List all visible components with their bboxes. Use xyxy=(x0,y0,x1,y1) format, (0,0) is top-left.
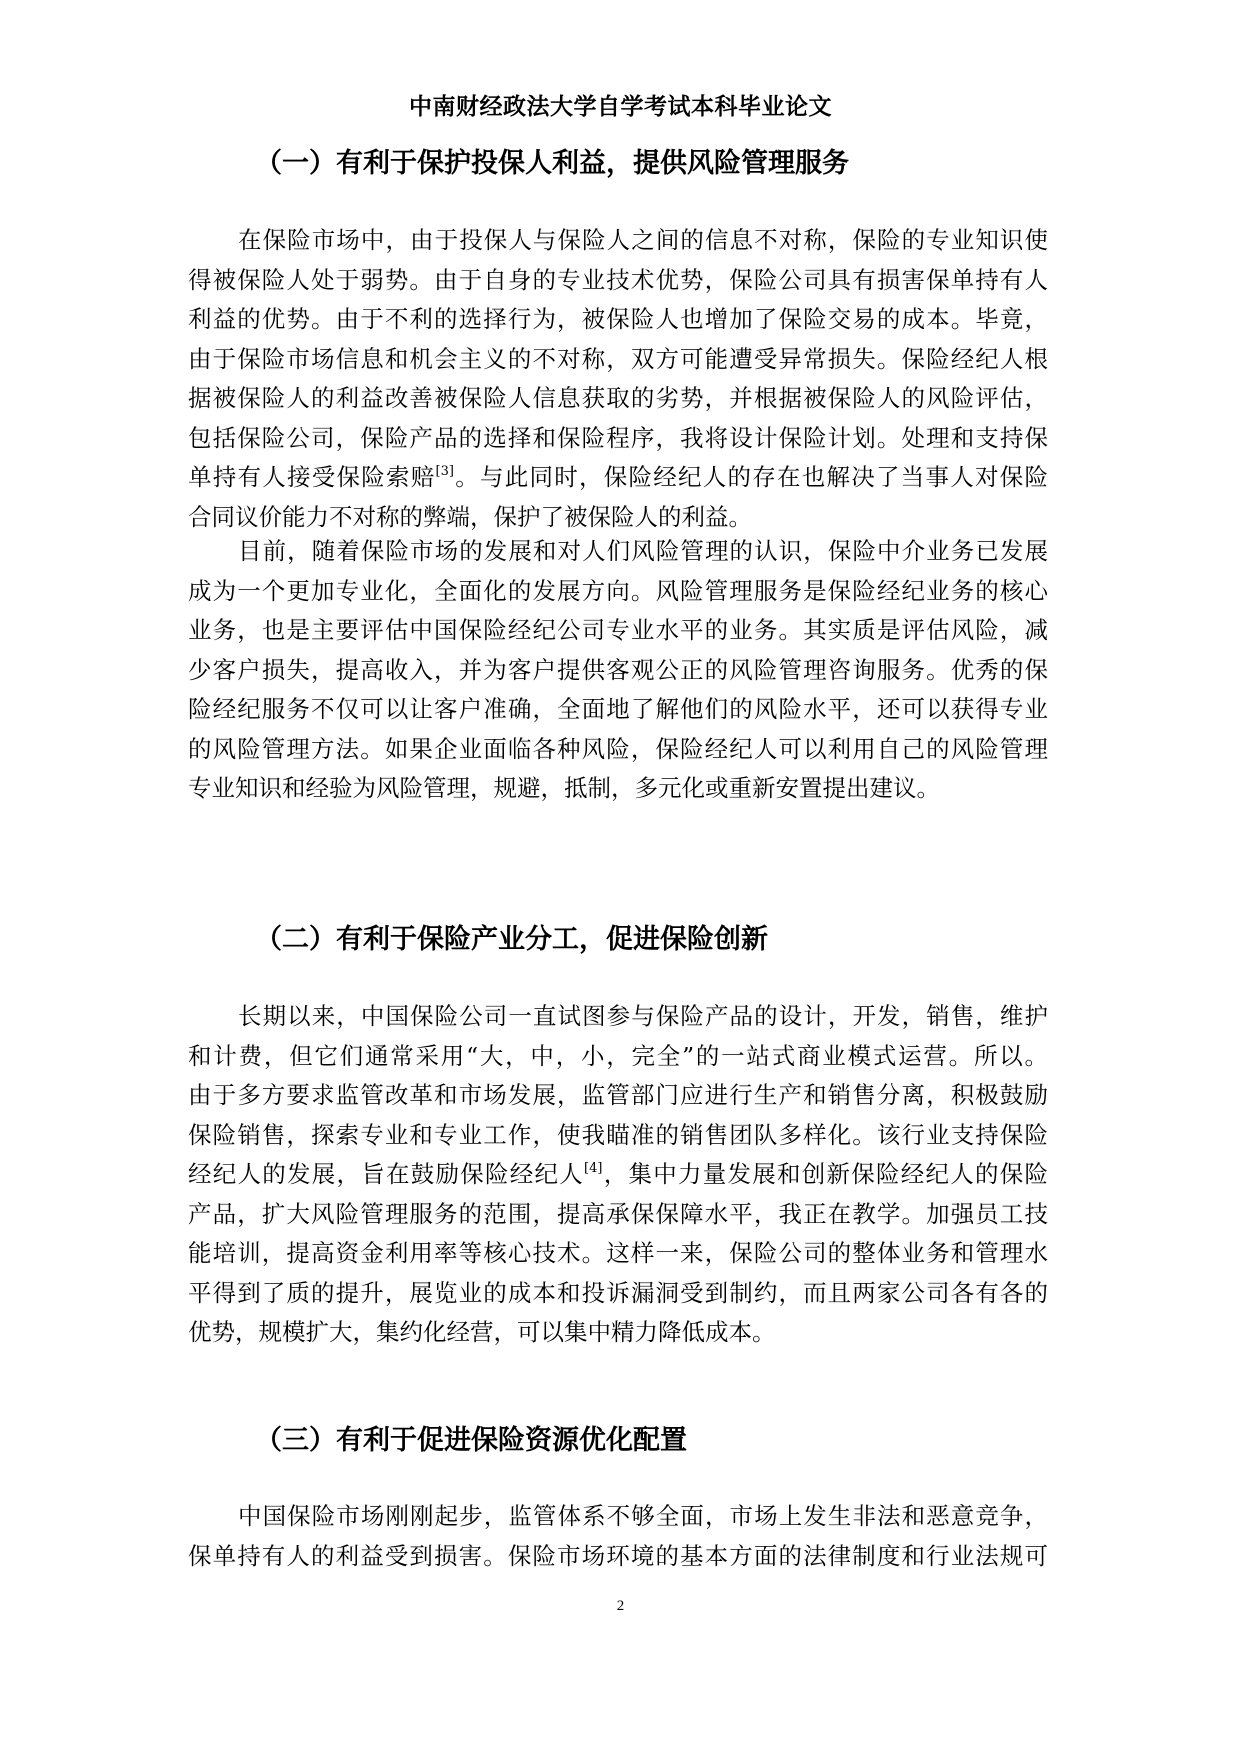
text-line: 平得到了质的提升，展览业的成本和投诉漏洞受到制约，而且两家公司各有各的 xyxy=(188,1278,1048,1307)
text-line: 利益的优势。由于不利的选择行为，被保险人也增加了保险交易的成本。毕竟， xyxy=(188,305,1048,333)
section-heading-1: （一）有利于保护投保人利益，提供风险管理服务 xyxy=(255,148,849,179)
text-line: 业务，也是主要评估中国保险经纪公司专业水平的业务。其实质是评估风险，减 xyxy=(188,616,1048,644)
text-line: 保单持有人的利益受到损害。保险市场环境的基本方面的法律制度和行业法规可 xyxy=(188,1541,1048,1570)
text-line: 成为一个更加专业化，全面化的发展方向。风险管理服务是保险经纪业务的核心 xyxy=(188,576,1048,605)
text-line: 少客户损失，提高收入，并为客户提供客观公正的风险管理咨询服务。优秀的保 xyxy=(188,655,1048,684)
text-line: 中国保险市场刚刚起步，监管体系不够全面，市场上发生非法和恶意竞争， xyxy=(238,1502,1048,1530)
text-line: 目前，随着保险市场的发展和对人们风险管理的认识，保险中介业务已发展 xyxy=(238,537,1048,565)
citation-ref-3: [3] xyxy=(435,464,454,479)
paragraph-3-1 xyxy=(188,1497,1048,1576)
text-line: 由于保险市场信息和机会主义的不对称，双方可能遭受异常损失。保险经纪人根 xyxy=(188,344,1048,373)
text-line-with-citation xyxy=(188,1155,1048,1195)
line-text: 经纪人的发展，旨在鼓励保险经纪人 xyxy=(188,1160,585,1188)
text-line: 和计费，但它们通常采用“大，中，小，完全”的一站式商业模式运营。所以。 xyxy=(188,1041,1048,1070)
text-line: 能培训，提高资金利用率等核心技术。这样一来，保险公司的整体业务和管理水 xyxy=(188,1239,1048,1267)
section-heading-2: （二）有利于保险产业分工，促进保险创新 xyxy=(255,924,768,955)
paragraph-2-1 xyxy=(188,997,1048,1353)
text-line: 由于多方要求监管改革和市场发展，监管部门应进行生产和销售分离，积极鼓励 xyxy=(188,1081,1048,1109)
text-line: 产品，扩大风险管理服务的范围，提高承保保障水平，我正在教学。加强员工技 xyxy=(188,1199,1048,1228)
text-line: 得被保险人处于弱势。由于自身的专业技术优势，保险公司具有损害保单持有人 xyxy=(188,265,1048,294)
line-text: 单持有人接受保险索赔 xyxy=(188,463,436,491)
text-line-with-citation xyxy=(188,458,1048,498)
text-line: 的风险管理方法。如果企业面临各种风险，保险经纪人可以利用自己的风险管理 xyxy=(188,734,1048,763)
running-header: 中南财经政法大学自学考试本科毕业论文 xyxy=(409,94,832,120)
line-text-after: ，集中力量发展和创新保险经纪人的保险 xyxy=(602,1160,1049,1188)
text-line: 保险销售，探索专业和专业工作，使我瞄准的销售团队多样化。该行业支持保险 xyxy=(188,1120,1048,1149)
line-text-after: 。与此同时，保险经纪人的存在也解决了当事人对保险 xyxy=(453,463,1049,491)
text-line: 在保险市场中，由于投保人与保险人之间的信息不对称，保险的专业知识使 xyxy=(238,226,1048,254)
text-line: 专业知识和经验为风险管理，规避，抵制，多元化或重新安置提出建议。 xyxy=(188,774,940,802)
paragraph-1-1 xyxy=(188,221,1048,537)
section-heading-3: （三）有利于促进保险资源优化配置 xyxy=(255,1425,687,1456)
page-number: 2 xyxy=(616,1598,625,1614)
text-line: 长期以来，中国保险公司一直试图参与保险产品的设计，开发，销售，维护 xyxy=(238,1002,1048,1030)
text-line: 包括保险公司，保险产品的选择和保险程序，我将设计保险计划。处理和支持保 xyxy=(188,423,1048,452)
text-line: 据被保险人的利益改善被保险人信息获取的劣势，并根据被保险人的风险评估， xyxy=(188,384,1048,412)
citation-ref-4: [4] xyxy=(584,1161,603,1176)
paragraph-1-2 xyxy=(188,532,1048,809)
text-line: 合同议价能力不对称的弊端，保护了被保险人的利益。 xyxy=(188,502,752,531)
text-line: 优势，规模扩大，集约化经营，可以集中精力降低成本。 xyxy=(188,1318,776,1346)
text-line: 险经纪服务不仅可以让客户准确，全面地了解他们的风险水平，还可以获得专业 xyxy=(188,695,1048,723)
